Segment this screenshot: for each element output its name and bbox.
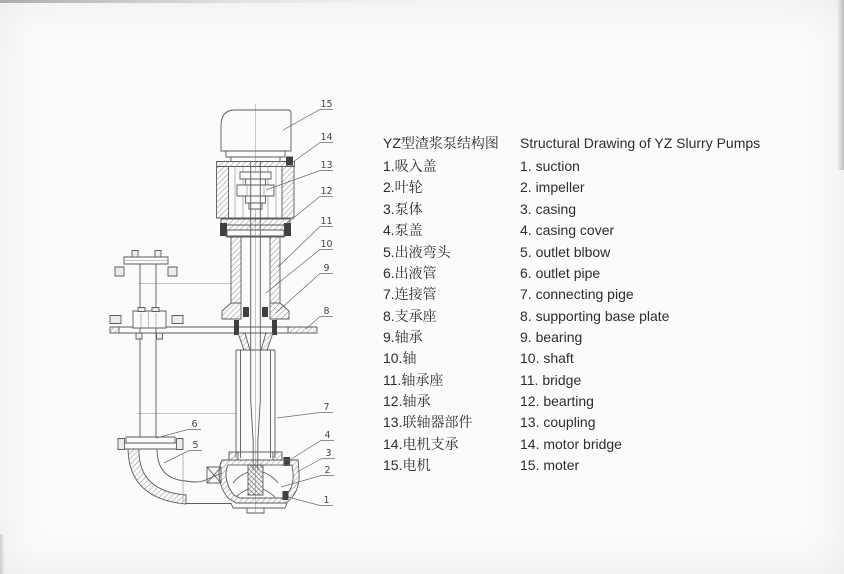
- callout-number-3: 3: [325, 448, 332, 459]
- bearing-9b: [262, 307, 268, 317]
- callout-number-2: 2: [324, 465, 331, 476]
- callout-number-10: 10: [320, 239, 333, 250]
- parts-list-panel: [383, 133, 813, 476]
- part-en-label: 6. outlet pipe: [520, 264, 601, 281]
- callout-number-15: 15: [320, 99, 333, 110]
- part-row: [383, 370, 813, 391]
- part-row: [383, 391, 813, 412]
- part-en-label: 11. bridge: [520, 371, 582, 388]
- part-en-label: 14. motor bridge: [520, 435, 622, 452]
- callout-number-5: 5: [192, 440, 199, 451]
- part-zh-label: 3.泵体: [383, 200, 423, 217]
- bridge-bolt: [286, 157, 293, 166]
- callout-number-4: 4: [324, 430, 331, 441]
- outlet-elbow-5: [118, 437, 231, 504]
- part-en-label: 9. bearing: [520, 328, 583, 345]
- part-en-label: 3. casing: [520, 200, 577, 217]
- part-en-label: 1. suction: [520, 158, 580, 175]
- part-zh-label: 2.叶轮: [383, 179, 423, 196]
- motor-15: [221, 110, 291, 162]
- part-row: [383, 284, 813, 305]
- callout-number-11: 11: [320, 216, 333, 227]
- part-zh-label: 13.联轴器部件: [383, 414, 473, 431]
- outlet-pipe-6: [115, 251, 177, 438]
- part-row: [383, 263, 813, 284]
- part-row: [383, 220, 813, 241]
- part-en-label: 8. supporting base plate: [520, 307, 670, 324]
- part-en-label: 10. shaft: [520, 350, 574, 367]
- part-row: [383, 327, 813, 348]
- callout-number-7: 7: [323, 402, 330, 413]
- part-zh-label: 10.轴: [383, 350, 417, 367]
- part-zh-label: 5.出液弯头: [383, 243, 451, 260]
- callout-number-8: 8: [323, 306, 330, 317]
- part-zh-label: 6.出液管: [383, 264, 437, 281]
- part-en-label: 12. bearting: [520, 392, 594, 409]
- callout-number-6: 6: [191, 419, 198, 430]
- part-row: [383, 455, 813, 476]
- part-zh-label: 14.电机支承: [383, 435, 459, 452]
- title-zh: YZ型渣浆泵结构图: [383, 135, 499, 151]
- part-zh-label: 15.电机: [383, 456, 431, 473]
- callout-number-12: 12: [320, 186, 333, 197]
- part-zh-label: 12.轴承: [383, 392, 431, 409]
- part-zh-label: 11.轴承座: [383, 371, 444, 388]
- part-row: [383, 199, 813, 220]
- coupling-13: [237, 172, 274, 209]
- part-zh-label: 4.泵盖: [383, 222, 423, 239]
- titles-row: [383, 133, 813, 154]
- parts-rows: [383, 156, 813, 476]
- part-en-label: 2. impeller: [520, 179, 585, 196]
- part-row: [383, 348, 813, 369]
- part-row: [383, 412, 813, 433]
- callout-number-14: 14: [320, 132, 333, 143]
- callout-number-13: 13: [320, 160, 333, 171]
- part-en-label: 5. outlet blbow: [520, 243, 611, 260]
- part-zh-label: 9.轴承: [383, 328, 423, 345]
- callout-number-9: 9: [323, 263, 330, 274]
- part-row: [383, 242, 813, 263]
- part-row: [383, 306, 813, 327]
- callout-number-1: 1: [323, 495, 330, 506]
- part-row: [383, 156, 813, 177]
- part-en-label: 4. casing cover: [520, 222, 615, 239]
- part-en-label: 15. moter: [520, 456, 580, 473]
- pipe-bracket: [110, 308, 183, 340]
- callout-leader-7: [277, 413, 333, 419]
- title-en: Structural Drawing of YZ Slurry Pumps: [520, 135, 761, 151]
- part-en-label: 7. connecting pige: [520, 286, 634, 303]
- part-en-label: 13. coupling: [520, 414, 596, 431]
- part-zh-label: 7.连接管: [383, 286, 437, 303]
- callout-leader-2: [281, 476, 334, 488]
- part-row: [383, 177, 813, 198]
- part-zh-label: 8.支承座: [383, 307, 437, 324]
- impeller-2: [233, 465, 278, 497]
- part-zh-label: 1.吸入盖: [383, 158, 437, 175]
- part-row: [383, 434, 813, 455]
- bearing-9: [243, 307, 249, 317]
